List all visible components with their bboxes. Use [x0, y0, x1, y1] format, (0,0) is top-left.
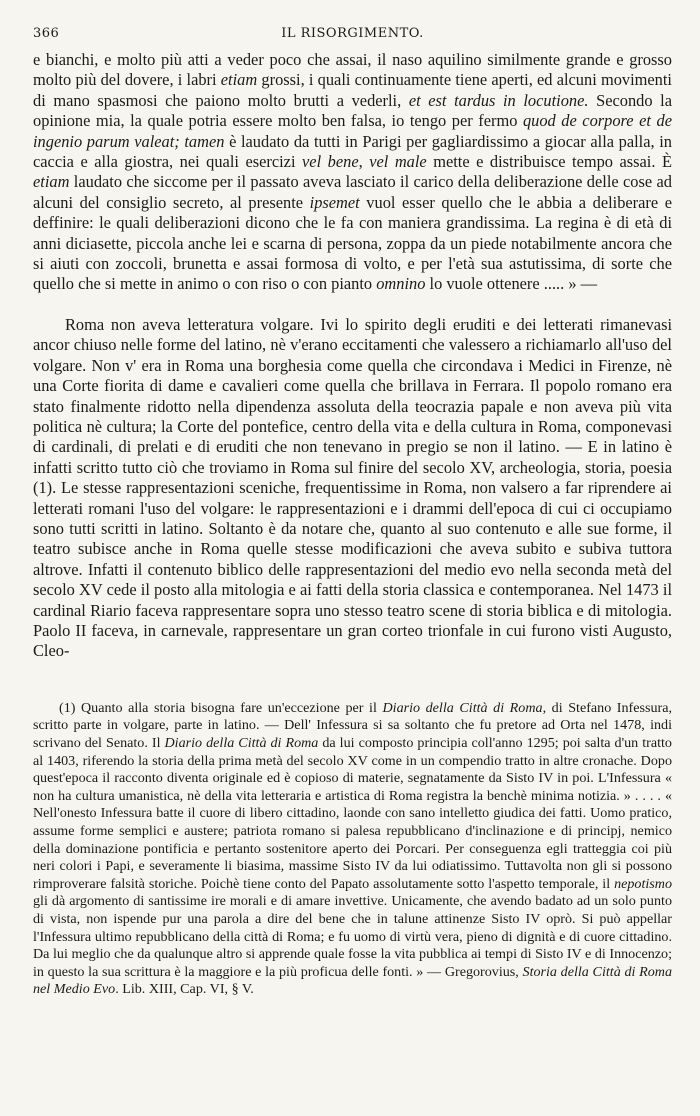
page-number: 366: [33, 26, 60, 41]
footnote-1: (1) Quanto alla storia bisogna fare un'eccezione per il Diario della Città di Roma, di Stefano Infessura, scritto parte in volgare, parte in latino. — Dell' Infessura si sa soltanto che fu pretore ad Orta nel 1478, indi scrivano del Senato. Il Diario della Città di Roma da lui composto principia coll'anno 1295; poi salta d'un tratto al 1403, riferendo la storia della prima metà del secolo XV come in un compendio tratto in altre cronache. Dopo quest'epoca il racconto diventa originale ed è copioso di materie, segnatamente da Sisto IV in poi. L'Infessura « non ha cultura umanistica, nè della vita letteraria e artistica di Roma registra la benchè minima notizia. » . . . . « Nell'onesto Infessura batte il cuore di libero cittadino, laonde con sano intelletto giudica dei fatti. Uomo pratico, assume forme semplici e austere; patriota romano si palesa repubblicano d'inclinazione e di principj, nemico della dominazione pontificia e pertanto sostenitore aperto dei Porcari. Per conseguenza egli tratteggia coi più neri colori i Papi, e severamente li biasima, massime Sisto IV da lui odiatissimo. Tuttavolta non gli si possono rimproverare falsità storiche. Poichè tiene conto del Papato assolutamente sotto l'aspetto temporale, il nepotismo gli dà argomento di santissime ire morali e di amare invettive. Unicamente, che avendo badato ad un solo punto di vista, non ispende pur una parola a dire del bene che in talune attinenze Sisto IV oprò. Si può appellar l'Infessura ultimo repubblicano della città di Roma; e fu uomo di virtù vera, pieno di dignità e di cuore cittadino. Da lui meglio che da qualunque altro si apprende quale fosse la vita pubblica ai tempi di Sisto IV e di Innocenzo; in questo la sua scrittura è la maggiore e la più proficua delle fonti. » — Gregorovius, Storia della Città di Roma nel Medio Evo. Lib. XIII, Cap. VI, § V.: [33, 699, 672, 998]
footnote: [33, 700, 672, 999]
paragraph-roma: Roma non aveva letteratura volgare. Ivi lo spirito degli eruditi e dei letterati rimanevasi ancor chiuso nelle forme del latino, nè v'erano eccitamenti che valessero a richiamarlo all'uso del volgare. Non v' era in Roma una borghesia come quella che circondava i Medici in Firenze, nè una Corte fiorita di dame e cavalieri come quella che brillava in Ferrara. Il popolo romano era stato finalmente ridotto nella dipendenza assoluta della teocrazia papale e non aveva più vita politica nè cultura; la Corte del pontefice, centro della vita e della cultura in Roma, componevasi di cardinali, di prelati e di eruditi che non tenevano in pregio se non il latino. — E in latino è infatti scritto tutto ciò che troviamo in Roma sul finire del secolo XV, archeologia, storia, poesia (1). Le stesse rappresentazioni sceniche, frequentissime in Roma, non valsero a far riprendere ai letterati romani l'uso del volgare: le rappresentazioni e i drammi dell'epoca di cui ci occupiamo sono tutti scritti in latino. Soltanto è da notare che, quanto al suo contenuto e alle sue forme, il teatro subisce anche in Roma quelle stesse modificazioni che aveva subito e subiva tuttora altrove. Infatti il contenuto biblico delle rappresentazioni del medio evo nella seconda metà del secolo XV cede il posto alla mitologia e ai fatti della storia classica e contemporanea. Nel 1473 il cardinal Riario faceva rappresentare sopra uno stesso teatro scene di storia biblica e di mitologia. Paolo II faceva, in carnevale, rappresentare un gran corteo trionfale in cui furono visti Augusto, Cleo-: [33, 314, 672, 661]
main-text: [33, 50, 672, 662]
page-header: [33, 24, 672, 44]
running-title: IL RISORGIMENTO.: [281, 26, 424, 41]
paragraph-continued: e bianchi, e molto più atti a veder poco che assai, il naso aquilino similmente grande e grosso molto più del dovere, i labri etiam grossi, i quali continuamente tiene aperti, ed alcuni movimenti di mano spasmosi che paiono molto brutti a vederli, et est tardus in locutione. Secondo la opinione mia, la quale potria essere molto ben falsa, io tengo per fermo quod de corpore et de ingenio parum valeat; tamen è laudato da tutti in Parigi per gagliardissimo a giocar alla palla, in caccia e alla giostra, nei quali esercizi vel bene, vel male mette e distribuisce tempo assai. È etiam laudato che siccome per il passato aveva lasciato il carico della deliberazione delle cose ad alcuni del consiglio secreto, al presente ipsemet vuol esser quello che le abbia a deliberare e deffinire: le quali deliberazioni dicono che le fa con maniera grandissima. La regina è di età di anni diciasette, piccola anche lei e scarna di persona, zoppa da un piede notabilmente ancora che si aiuti con zoccoli, brunetta e assai formosa di volto, e per l'età sua astutissima, di sorte che quello che si mette in animo o con riso o con pianto omnino lo vuole ottenere ..... » —: [33, 50, 673, 294]
